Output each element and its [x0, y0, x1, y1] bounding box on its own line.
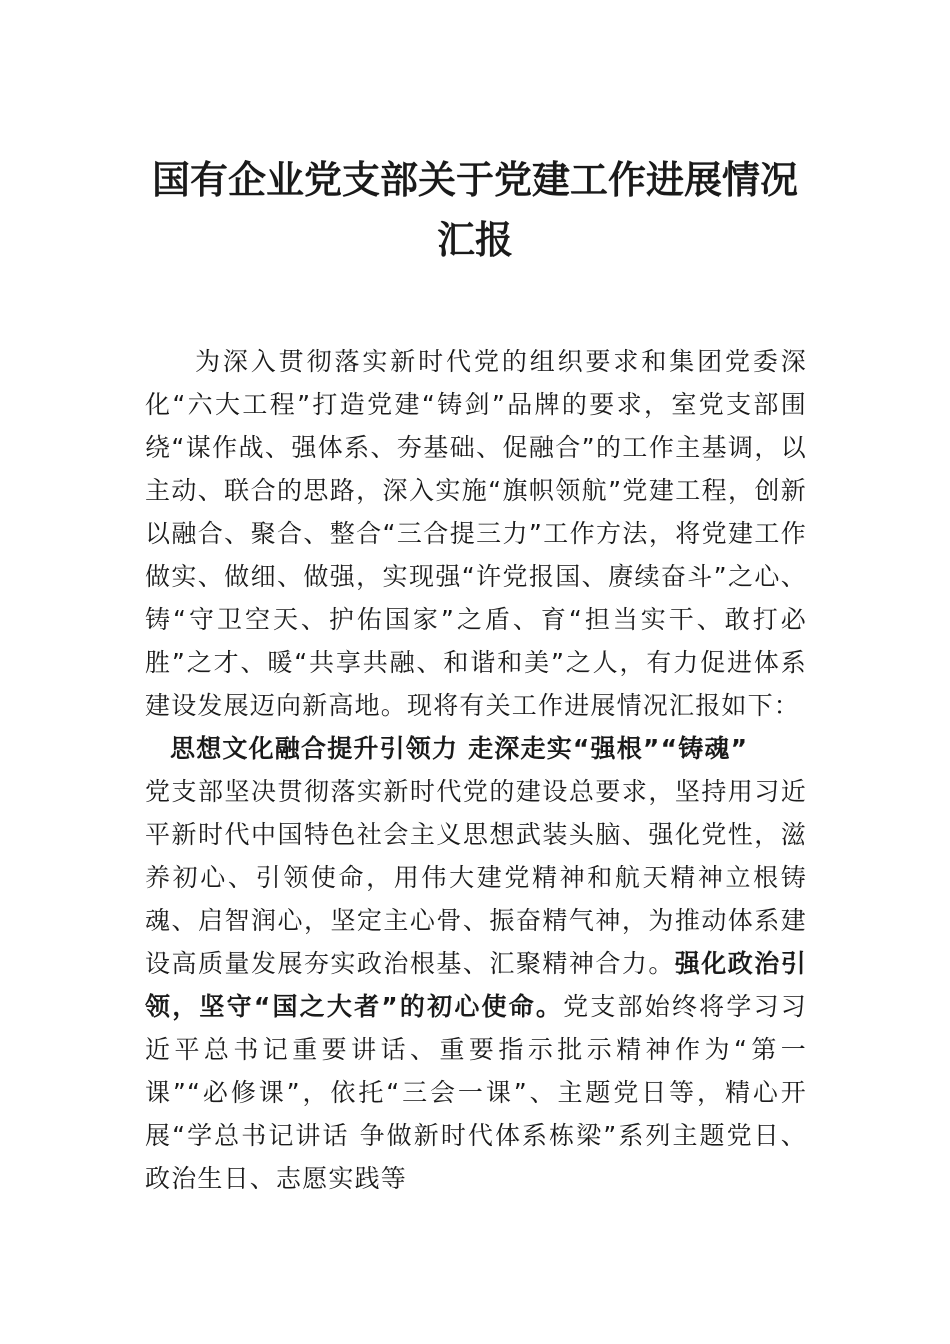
section-paragraph — [145, 770, 807, 1200]
document-title: 国有企业党支部关于党建工作进展情况汇报 — [151, 157, 798, 262]
section-heading: 思想文化融合提升引领力 走深走实“强根”“铸魂” — [170, 734, 749, 763]
section-text-b: 党支部始终将学习习近平总书记重要讲话、重要指示批示精神作为“第一课”“必修课”，依托“三会一课”、主题党日等，精心开展“学总书记讲话 争做新时代体系栋梁”系列主题党日、政治生日、志愿实践等 — [145, 992, 807, 1193]
document-body — [145, 340, 807, 1200]
section-text-a: 党支部坚决贯彻落实新时代党的建设总要求，坚持用习近平新时代中国特色社会主义思想武装头脑、强化党性，滋养初心、引领使命，用伟大建党精神和航天精神立根铸魂、启智润心，坚定主心骨、振奋精气神，为推动体系建设高质量发展夯实政治根基、汇聚精神合力。 — [145, 777, 807, 978]
intro-paragraph: 为深入贯彻落实新时代党的组织要求和集团党委深化“六大工程”打造党建“铸剑”品牌的要求，室党支部围绕“谋作战、强体系、夯基础、促融合”的工作主基调，以主动、联合的思路，深入实施“旗帜领航”党建工程，创新以融合、聚合、整合“三合提三力”工作方法，将党建工作做实、做细、做强，实现强“许党报国、赓续奋斗”之心、铸“守卫空天、护佑国家”之盾、育“担当实干、敢打必胜”之才、暖“共享共融、和谐和美”之人，有力促进体系建设发展迈向新高地。现将有关工作进展情况汇报如下： — [145, 347, 807, 720]
section-bold-lead: 强化政治引领，坚守“国之大者”的初心使命。 — [145, 949, 807, 1021]
